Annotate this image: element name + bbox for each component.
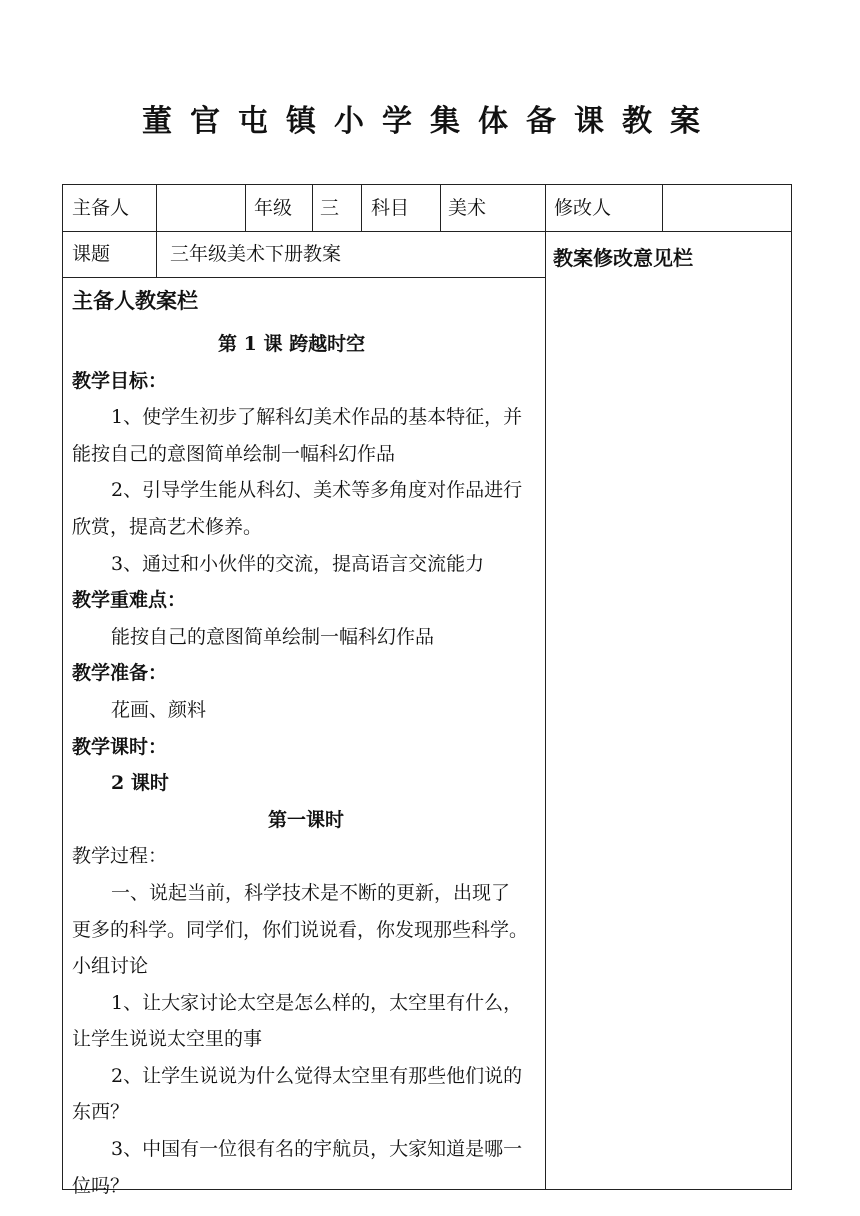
- text-line: 1、使学生初步了解科幻美术作品的基本特征，并: [111, 406, 523, 429]
- document-title: 董官屯镇小学集体备课教案: [142, 104, 718, 139]
- row-divider: [63, 231, 791, 232]
- text-line: 小组讨论: [72, 955, 149, 978]
- column-divider: [312, 185, 313, 231]
- column-divider: [662, 185, 663, 231]
- text-line: 东西？: [72, 1101, 130, 1124]
- topic-value: 三年级美术下册教案: [170, 243, 342, 265]
- text-line: 教学目标：: [72, 369, 168, 392]
- grade-label: 年级: [254, 197, 293, 219]
- text-line: 能按自己的意图简单绘制一幅科幻作品: [111, 625, 435, 648]
- text-line: 1、让大家讨论太空是怎么样的，太空里有什么，: [111, 991, 523, 1014]
- text-line: 教学准备：: [72, 662, 168, 685]
- subject-value: 美术: [448, 197, 487, 219]
- text-line: 教学重难点：: [72, 589, 187, 612]
- preparer-label: 主备人: [72, 197, 130, 219]
- text-line: 2、引导学生能从科幻、美术等多角度对作品进行: [111, 479, 523, 502]
- row-divider: [63, 277, 545, 278]
- text-line: 2、让学生说说为什么觉得太空里有那些他们说的: [111, 1064, 523, 1087]
- text-line: 更多的科学。同学们，你们说说看，你发现那些科学。: [72, 918, 529, 941]
- section-title: 主备人教案栏: [72, 288, 198, 313]
- column-divider: [156, 185, 157, 277]
- text-line: 3、通过和小伙伴的交流，提高语言交流能力: [111, 552, 485, 575]
- text-line: 位吗？: [72, 1174, 130, 1197]
- subject-label: 科目: [371, 197, 410, 219]
- text-line: 第一课时: [267, 808, 344, 831]
- revision-notes-heading: 教案修改意见栏: [553, 246, 693, 270]
- text-line: 2 课时: [111, 772, 169, 795]
- text-line: 花画、颜料: [111, 698, 207, 721]
- grade-value: 三: [320, 197, 340, 219]
- text-line: 让学生说说太空里的事: [72, 1028, 263, 1051]
- text-line: 一、说起当前，科学技术是不断的更新，出现了: [111, 881, 511, 904]
- topic-label: 课题: [72, 243, 111, 265]
- text-line: 能按自己的意图简单绘制一幅科幻作品: [72, 442, 396, 465]
- column-divider: [245, 185, 246, 231]
- column-divider: [361, 185, 362, 231]
- text-line: 欣赏，提高艺术修养。: [72, 515, 263, 538]
- column-divider: [440, 185, 441, 231]
- lesson-title: 第 1 课 跨越时空: [218, 333, 366, 355]
- text-line: 3、中国有一位很有名的宇航员，大家知道是哪一: [111, 1138, 523, 1161]
- text-line: 教学课时：: [72, 735, 168, 758]
- reviser-label: 修改人: [554, 197, 612, 219]
- lesson-plan-body: [72, 286, 540, 1204]
- column-divider: [545, 185, 546, 1189]
- text-line: 教学过程：: [72, 845, 168, 868]
